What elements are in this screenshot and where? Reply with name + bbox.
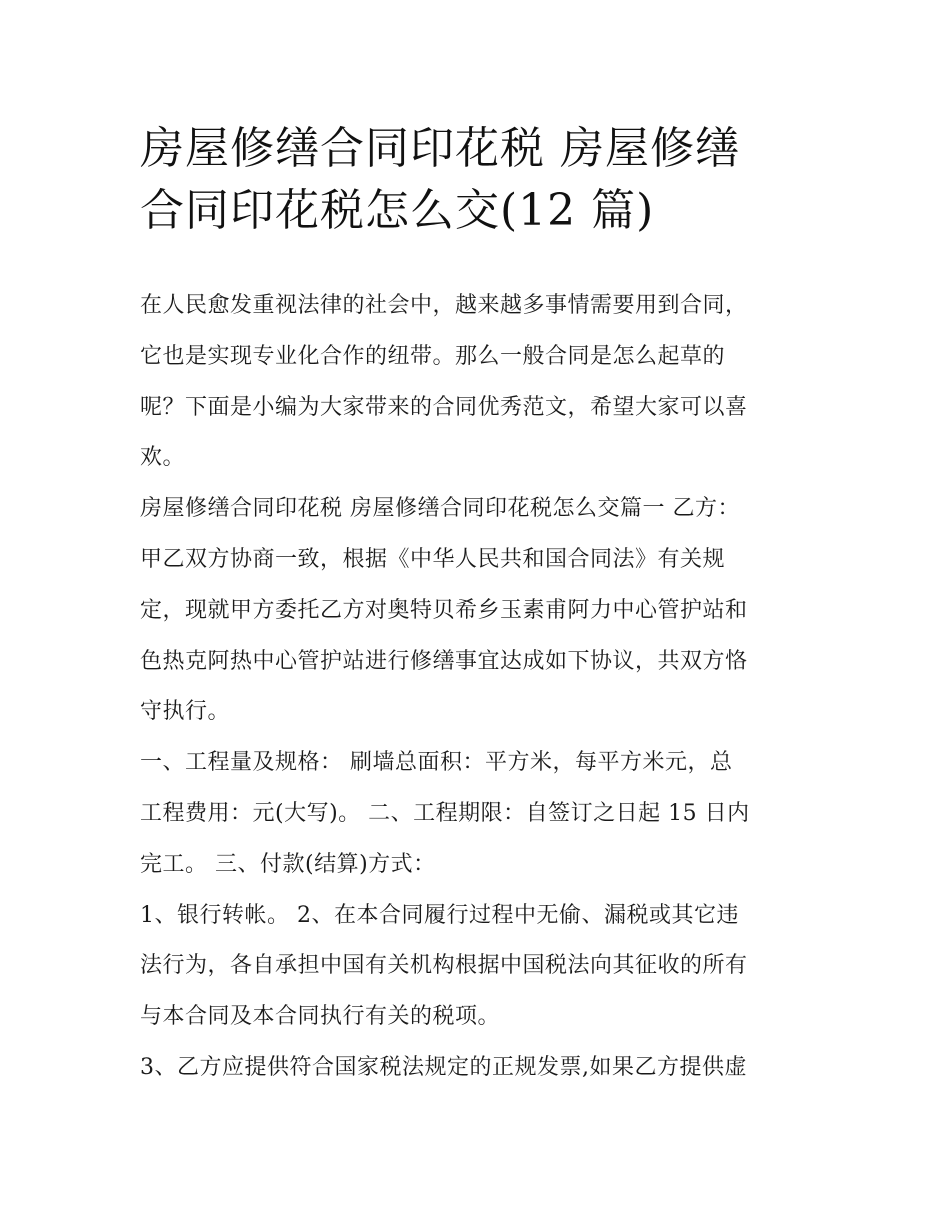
paragraph-payment-items xyxy=(140,891,815,1043)
text-line: 房屋修缮合同印花税 房屋修缮合同印花税怎么交篇一 乙方： xyxy=(140,496,740,522)
text-line: 与本合同及本合同执行有关的税项。 xyxy=(140,1004,501,1030)
paragraph-intro xyxy=(140,281,815,484)
text-line: 在人民愈发重视法律的社会中，越来越多事情需要用到合同， xyxy=(140,293,748,318)
text-line: 3、乙方应提供符合国家税法规定的正规发票,如果乙方提供虚 xyxy=(140,1054,747,1080)
title-line: 房屋修缮合同印花税 房屋修缮 xyxy=(140,123,740,174)
paragraph-invoice xyxy=(140,1043,815,1094)
text-line: 欢。 xyxy=(140,445,186,471)
text-line: 色热克阿热中心管护站进行修缮事宜达成如下协议，共双方恪 xyxy=(140,648,748,674)
document-title xyxy=(140,118,820,242)
text-line: 甲乙双方协商一致，根据《中华人民共和国合同法》有关规 xyxy=(140,546,726,572)
paragraph-part-one xyxy=(140,484,815,738)
document-body xyxy=(140,281,815,1094)
text-line: 守执行。 xyxy=(140,699,231,725)
text-line: 呢？下面是小编为大家带来的合同优秀范文，希望大家可以喜 xyxy=(140,394,748,420)
text-line: 完工。 三、付款(结算)方式： xyxy=(140,851,436,877)
text-line: 一、工程量及规格： 刷墙总面积：平方米，每平方米元，总 xyxy=(140,750,733,776)
text-line: 1、银行转帐。 2、在本合同履行过程中无偷、漏税或其它违 xyxy=(140,902,739,928)
text-line: 法行为，各自承担中国有关机构根据中国税法向其征收的所有 xyxy=(140,953,748,979)
text-line: 工程费用：元(大写)。 二、工程期限：自签订之日起 15 日内 xyxy=(140,800,750,826)
text-line: 定，现就甲方委托乙方对奥特贝希乡玉素甫阿力中心管护站和 xyxy=(140,597,748,623)
text-line: 它也是实现专业化合作的纽带。那么一般合同是怎么起草的 xyxy=(140,343,726,369)
title-line: 合同印花税怎么交(12 篇) xyxy=(140,185,655,236)
paragraph-clauses-1-3 xyxy=(140,738,815,890)
